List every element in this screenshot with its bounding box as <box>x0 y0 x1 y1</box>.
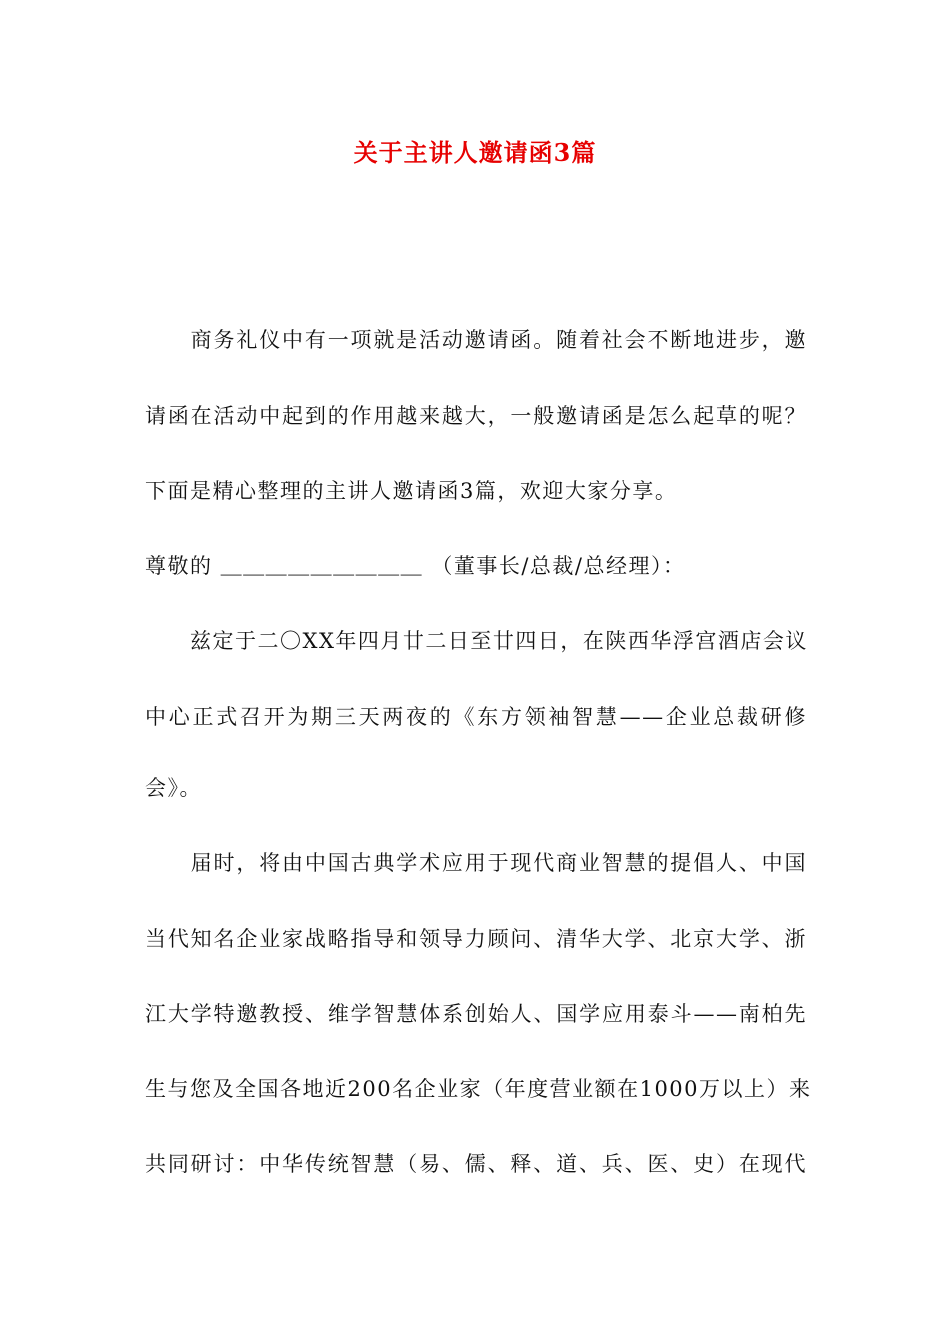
document-title: 关于主讲人邀请函3篇 <box>353 138 597 167</box>
body-line-10: 江大学特邀教授、维学智慧体系创始人、国学应用泰斗——南柏先 <box>145 1002 807 1026</box>
body-line-2: 请函在活动中起到的作用越来越大，一般邀请函是怎么起草的呢？ <box>145 404 807 428</box>
body-line-1: 商务礼仪中有一项就是活动邀请函。随着社会不断地进步，邀 <box>145 328 807 352</box>
body-line-5: 兹定于二〇XX年四月廿二日至廿四日，在陕西华浮宫酒店会议 <box>145 629 808 653</box>
body-line-8: 届时，将由中国古典学术应用于现代商业智慧的提倡人、中国 <box>145 851 807 875</box>
body-line-11: 生与您及全国各地近200名企业家（年度营业额在1000万以上）来 <box>145 1077 812 1101</box>
body-line-3: 下面是精心整理的主讲人邀请函3篇，欢迎大家分享。 <box>145 479 678 503</box>
body-line-6: 中心正式召开为期三天两夜的《东方领袖智慧——企业总裁研修 <box>145 705 807 729</box>
body-line-7: 会》。 <box>145 776 202 800</box>
salutation-line: 尊敬的 ＿＿＿＿＿＿＿＿＿ （董事长/总裁/总经理）： <box>145 554 686 578</box>
body-line-12: 共同研讨：中华传统智慧（易、儒、释、道、兵、医、史）在现代 <box>145 1152 807 1176</box>
body-line-9: 当代知名企业家战略指导和领导力顾问、清华大学、北京大学、浙 <box>145 927 807 951</box>
